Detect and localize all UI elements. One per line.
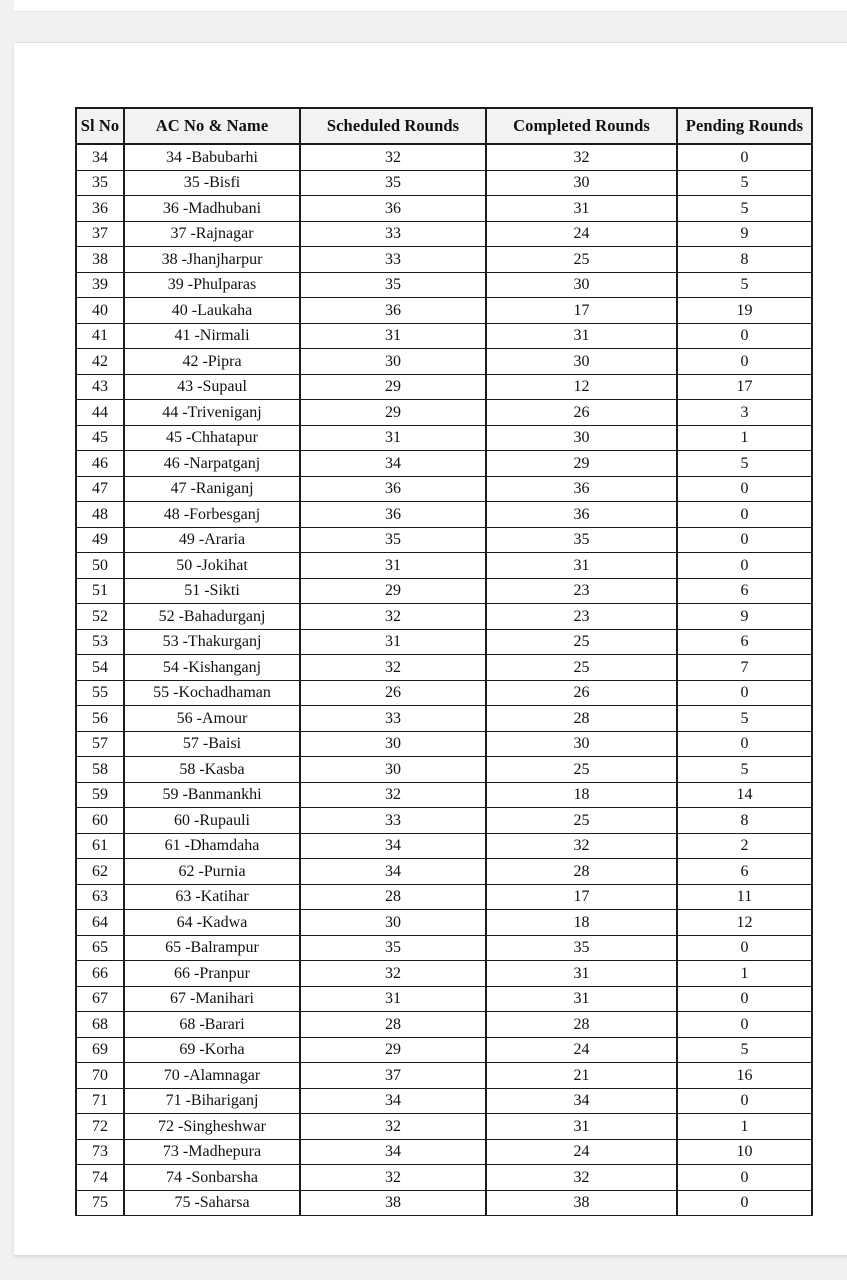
cell-sl_no: 35: [76, 170, 124, 196]
cell-completed_rounds: 30: [486, 731, 677, 757]
table-row: [76, 808, 812, 834]
table-row: [76, 706, 812, 732]
cell-completed_rounds: 25: [486, 629, 677, 655]
cell-pending_rounds: 2: [677, 833, 812, 859]
cell-sl_no: 60: [76, 808, 124, 834]
cell-scheduled_rounds: 31: [300, 629, 486, 655]
cell-scheduled_rounds: 30: [300, 910, 486, 936]
cell-pending_rounds: 0: [677, 527, 812, 553]
cell-scheduled_rounds: 35: [300, 170, 486, 196]
cell-sl_no: 65: [76, 935, 124, 961]
cell-sl_no: 54: [76, 655, 124, 681]
table-row: [76, 1012, 812, 1038]
cell-pending_rounds: 0: [677, 144, 812, 170]
table-row: [76, 425, 812, 451]
cell-completed_rounds: 24: [486, 1139, 677, 1165]
table-row: [76, 1114, 812, 1140]
table-row: [76, 961, 812, 987]
cell-scheduled_rounds: 36: [300, 298, 486, 324]
cell-completed_rounds: 30: [486, 272, 677, 298]
cell-pending_rounds: 5: [677, 272, 812, 298]
cell-completed_rounds: 32: [486, 144, 677, 170]
table-row: [76, 680, 812, 706]
cell-completed_rounds: 17: [486, 884, 677, 910]
cell-completed_rounds: 25: [486, 757, 677, 783]
cell-pending_rounds: 5: [677, 1037, 812, 1063]
cell-scheduled_rounds: 31: [300, 425, 486, 451]
cell-sl_no: 70: [76, 1063, 124, 1089]
cell-pending_rounds: 9: [677, 221, 812, 247]
cell-ac_no_and_name: 61 -Dhamdaha: [124, 833, 300, 859]
cell-ac_no_and_name: 59 -Banmankhi: [124, 782, 300, 808]
cell-sl_no: 75: [76, 1190, 124, 1216]
cell-scheduled_rounds: 33: [300, 706, 486, 732]
cell-completed_rounds: 35: [486, 527, 677, 553]
cell-sl_no: 46: [76, 451, 124, 477]
cell-scheduled_rounds: 38: [300, 1190, 486, 1216]
cell-pending_rounds: 5: [677, 196, 812, 222]
cell-pending_rounds: 0: [677, 935, 812, 961]
cell-scheduled_rounds: 35: [300, 272, 486, 298]
table-row: [76, 553, 812, 579]
cell-ac_no_and_name: 72 -Singheshwar: [124, 1114, 300, 1140]
cell-completed_rounds: 31: [486, 1114, 677, 1140]
table-row: [76, 170, 812, 196]
table-row: [76, 1139, 812, 1165]
cell-sl_no: 41: [76, 323, 124, 349]
cell-ac_no_and_name: 66 -Pranpur: [124, 961, 300, 987]
cell-ac_no_and_name: 53 -Thakurganj: [124, 629, 300, 655]
cell-scheduled_rounds: 35: [300, 935, 486, 961]
cell-ac_no_and_name: 43 -Supaul: [124, 374, 300, 400]
cell-completed_rounds: 23: [486, 604, 677, 630]
table-row: [76, 578, 812, 604]
cell-ac_no_and_name: 64 -Kadwa: [124, 910, 300, 936]
cell-scheduled_rounds: 33: [300, 808, 486, 834]
table-row: [76, 859, 812, 885]
cell-pending_rounds: 1: [677, 1114, 812, 1140]
viewer-left-gutter: [0, 0, 14, 1280]
cell-completed_rounds: 12: [486, 374, 677, 400]
page-separator-band: [14, 11, 847, 43]
cell-pending_rounds: 0: [677, 502, 812, 528]
table-row: [76, 451, 812, 477]
cell-ac_no_and_name: 55 -Kochadhaman: [124, 680, 300, 706]
cell-sl_no: 73: [76, 1139, 124, 1165]
cell-completed_rounds: 23: [486, 578, 677, 604]
cell-ac_no_and_name: 63 -Katihar: [124, 884, 300, 910]
cell-ac_no_and_name: 67 -Manihari: [124, 986, 300, 1012]
table-row: [76, 910, 812, 936]
cell-sl_no: 69: [76, 1037, 124, 1063]
cell-sl_no: 62: [76, 859, 124, 885]
cell-completed_rounds: 35: [486, 935, 677, 961]
cell-pending_rounds: 8: [677, 247, 812, 273]
cell-completed_rounds: 30: [486, 349, 677, 375]
cell-scheduled_rounds: 28: [300, 1012, 486, 1038]
cell-ac_no_and_name: 52 -Bahadurganj: [124, 604, 300, 630]
cell-sl_no: 42: [76, 349, 124, 375]
cell-ac_no_and_name: 69 -Korha: [124, 1037, 300, 1063]
table-header: [76, 108, 812, 144]
cell-pending_rounds: 17: [677, 374, 812, 400]
cell-pending_rounds: 0: [677, 553, 812, 579]
cell-ac_no_and_name: 54 -Kishanganj: [124, 655, 300, 681]
cell-pending_rounds: 0: [677, 323, 812, 349]
column-header-scheduled-rounds: Scheduled Rounds: [300, 108, 486, 144]
column-header-sl-no: Sl No: [76, 108, 124, 144]
cell-scheduled_rounds: 29: [300, 400, 486, 426]
cell-sl_no: 64: [76, 910, 124, 936]
cell-pending_rounds: 6: [677, 578, 812, 604]
cell-completed_rounds: 17: [486, 298, 677, 324]
cell-completed_rounds: 31: [486, 961, 677, 987]
cell-sl_no: 38: [76, 247, 124, 273]
cell-scheduled_rounds: 33: [300, 221, 486, 247]
cell-pending_rounds: 6: [677, 629, 812, 655]
cell-ac_no_and_name: 70 -Alamnagar: [124, 1063, 300, 1089]
cell-ac_no_and_name: 45 -Chhatapur: [124, 425, 300, 451]
cell-pending_rounds: 1: [677, 961, 812, 987]
cell-ac_no_and_name: 65 -Balrampur: [124, 935, 300, 961]
cell-completed_rounds: 31: [486, 986, 677, 1012]
cell-ac_no_and_name: 74 -Sonbarsha: [124, 1165, 300, 1191]
cell-sl_no: 53: [76, 629, 124, 655]
cell-ac_no_and_name: 58 -Kasba: [124, 757, 300, 783]
cell-pending_rounds: 5: [677, 757, 812, 783]
cell-completed_rounds: 24: [486, 221, 677, 247]
cell-pending_rounds: 11: [677, 884, 812, 910]
column-header-pending-rounds: Pending Rounds: [677, 108, 812, 144]
cell-pending_rounds: 0: [677, 1012, 812, 1038]
cell-scheduled_rounds: 28: [300, 884, 486, 910]
cell-ac_no_and_name: 62 -Purnia: [124, 859, 300, 885]
cell-sl_no: 40: [76, 298, 124, 324]
cell-pending_rounds: 5: [677, 451, 812, 477]
cell-pending_rounds: 5: [677, 170, 812, 196]
cell-scheduled_rounds: 31: [300, 553, 486, 579]
table-row: [76, 782, 812, 808]
cell-ac_no_and_name: 75 -Saharsa: [124, 1190, 300, 1216]
cell-ac_no_and_name: 57 -Baisi: [124, 731, 300, 757]
cell-sl_no: 48: [76, 502, 124, 528]
cell-pending_rounds: 6: [677, 859, 812, 885]
cell-pending_rounds: 0: [677, 476, 812, 502]
table-row: [76, 731, 812, 757]
cell-pending_rounds: 19: [677, 298, 812, 324]
table-row: [76, 1088, 812, 1114]
cell-completed_rounds: 32: [486, 1165, 677, 1191]
cell-scheduled_rounds: 29: [300, 374, 486, 400]
cell-pending_rounds: 12: [677, 910, 812, 936]
rounds-table: [75, 107, 813, 1216]
cell-completed_rounds: 30: [486, 170, 677, 196]
cell-scheduled_rounds: 36: [300, 502, 486, 528]
table-body: [76, 144, 812, 1216]
cell-scheduled_rounds: 36: [300, 196, 486, 222]
cell-completed_rounds: 28: [486, 1012, 677, 1038]
cell-completed_rounds: 36: [486, 476, 677, 502]
cell-completed_rounds: 21: [486, 1063, 677, 1089]
cell-completed_rounds: 31: [486, 196, 677, 222]
cell-scheduled_rounds: 34: [300, 1139, 486, 1165]
table-row: [76, 349, 812, 375]
rounds-table-container: [75, 107, 811, 1216]
cell-scheduled_rounds: 35: [300, 527, 486, 553]
cell-completed_rounds: 25: [486, 808, 677, 834]
cell-sl_no: 72: [76, 1114, 124, 1140]
table-row: [76, 221, 812, 247]
cell-pending_rounds: 0: [677, 986, 812, 1012]
cell-pending_rounds: 10: [677, 1139, 812, 1165]
column-header-completed-rounds: Completed Rounds: [486, 108, 677, 144]
cell-ac_no_and_name: 47 -Raniganj: [124, 476, 300, 502]
cell-scheduled_rounds: 32: [300, 604, 486, 630]
cell-completed_rounds: 32: [486, 833, 677, 859]
table-row: [76, 833, 812, 859]
table-row: [76, 527, 812, 553]
cell-ac_no_and_name: 71 -Bihariganj: [124, 1088, 300, 1114]
cell-pending_rounds: 3: [677, 400, 812, 426]
cell-sl_no: 49: [76, 527, 124, 553]
cell-scheduled_rounds: 32: [300, 1114, 486, 1140]
cell-completed_rounds: 31: [486, 323, 677, 349]
cell-completed_rounds: 24: [486, 1037, 677, 1063]
table-row: [76, 1037, 812, 1063]
cell-completed_rounds: 25: [486, 247, 677, 273]
cell-sl_no: 44: [76, 400, 124, 426]
cell-scheduled_rounds: 34: [300, 833, 486, 859]
cell-ac_no_and_name: 35 -Bisfi: [124, 170, 300, 196]
cell-sl_no: 66: [76, 961, 124, 987]
cell-scheduled_rounds: 32: [300, 655, 486, 681]
cell-completed_rounds: 38: [486, 1190, 677, 1216]
table-row: [76, 604, 812, 630]
cell-completed_rounds: 18: [486, 782, 677, 808]
table-row: [76, 323, 812, 349]
cell-ac_no_and_name: 46 -Narpatganj: [124, 451, 300, 477]
cell-completed_rounds: 30: [486, 425, 677, 451]
cell-ac_no_and_name: 51 -Sikti: [124, 578, 300, 604]
cell-completed_rounds: 26: [486, 400, 677, 426]
cell-ac_no_and_name: 36 -Madhubani: [124, 196, 300, 222]
cell-completed_rounds: 28: [486, 859, 677, 885]
cell-sl_no: 68: [76, 1012, 124, 1038]
cell-pending_rounds: 7: [677, 655, 812, 681]
cell-ac_no_and_name: 41 -Nirmali: [124, 323, 300, 349]
cell-scheduled_rounds: 37: [300, 1063, 486, 1089]
cell-scheduled_rounds: 31: [300, 323, 486, 349]
cell-pending_rounds: 5: [677, 706, 812, 732]
table-row: [76, 986, 812, 1012]
table-header-row: [76, 108, 812, 144]
cell-scheduled_rounds: 30: [300, 731, 486, 757]
table-row: [76, 374, 812, 400]
cell-sl_no: 34: [76, 144, 124, 170]
cell-sl_no: 39: [76, 272, 124, 298]
table-row: [76, 884, 812, 910]
cell-scheduled_rounds: 30: [300, 757, 486, 783]
document-page: [14, 43, 847, 1255]
cell-pending_rounds: 16: [677, 1063, 812, 1089]
previous-page-bottom-edge: [14, 0, 847, 11]
cell-sl_no: 67: [76, 986, 124, 1012]
cell-completed_rounds: 18: [486, 910, 677, 936]
cell-sl_no: 36: [76, 196, 124, 222]
cell-sl_no: 71: [76, 1088, 124, 1114]
cell-ac_no_and_name: 68 -Barari: [124, 1012, 300, 1038]
cell-sl_no: 50: [76, 553, 124, 579]
table-row: [76, 757, 812, 783]
cell-completed_rounds: 31: [486, 553, 677, 579]
cell-pending_rounds: 0: [677, 1165, 812, 1191]
cell-scheduled_rounds: 34: [300, 451, 486, 477]
cell-pending_rounds: 9: [677, 604, 812, 630]
table-row: [76, 1190, 812, 1216]
cell-pending_rounds: 0: [677, 1190, 812, 1216]
cell-completed_rounds: 34: [486, 1088, 677, 1114]
cell-pending_rounds: 0: [677, 1088, 812, 1114]
cell-pending_rounds: 0: [677, 349, 812, 375]
cell-pending_rounds: 0: [677, 680, 812, 706]
cell-sl_no: 45: [76, 425, 124, 451]
cell-scheduled_rounds: 33: [300, 247, 486, 273]
cell-sl_no: 43: [76, 374, 124, 400]
cell-ac_no_and_name: 38 -Jhanjharpur: [124, 247, 300, 273]
cell-scheduled_rounds: 34: [300, 1088, 486, 1114]
table-row: [76, 655, 812, 681]
cell-sl_no: 37: [76, 221, 124, 247]
column-header-ac-no-and-name: AC No & Name: [124, 108, 300, 144]
table-row: [76, 196, 812, 222]
table-row: [76, 400, 812, 426]
cell-sl_no: 59: [76, 782, 124, 808]
cell-scheduled_rounds: 32: [300, 961, 486, 987]
cell-pending_rounds: 0: [677, 731, 812, 757]
table-row: [76, 298, 812, 324]
cell-ac_no_and_name: 50 -Jokihat: [124, 553, 300, 579]
cell-ac_no_and_name: 73 -Madhepura: [124, 1139, 300, 1165]
cell-ac_no_and_name: 37 -Rajnagar: [124, 221, 300, 247]
cell-sl_no: 74: [76, 1165, 124, 1191]
cell-completed_rounds: 25: [486, 655, 677, 681]
cell-ac_no_and_name: 60 -Rupauli: [124, 808, 300, 834]
cell-ac_no_and_name: 44 -Triveniganj: [124, 400, 300, 426]
cell-sl_no: 61: [76, 833, 124, 859]
cell-completed_rounds: 28: [486, 706, 677, 732]
table-row: [76, 144, 812, 170]
cell-scheduled_rounds: 34: [300, 859, 486, 885]
cell-scheduled_rounds: 30: [300, 349, 486, 375]
cell-completed_rounds: 36: [486, 502, 677, 528]
cell-ac_no_and_name: 42 -Pipra: [124, 349, 300, 375]
cell-sl_no: 52: [76, 604, 124, 630]
cell-pending_rounds: 8: [677, 808, 812, 834]
table-row: [76, 1165, 812, 1191]
cell-scheduled_rounds: 32: [300, 144, 486, 170]
page-bottom-shadow: [14, 1255, 847, 1259]
cell-ac_no_and_name: 49 -Araria: [124, 527, 300, 553]
cell-sl_no: 63: [76, 884, 124, 910]
cell-scheduled_rounds: 32: [300, 782, 486, 808]
cell-ac_no_and_name: 39 -Phulparas: [124, 272, 300, 298]
cell-ac_no_and_name: 40 -Laukaha: [124, 298, 300, 324]
cell-scheduled_rounds: 31: [300, 986, 486, 1012]
cell-scheduled_rounds: 29: [300, 1037, 486, 1063]
table-row: [76, 272, 812, 298]
cell-scheduled_rounds: 32: [300, 1165, 486, 1191]
cell-scheduled_rounds: 26: [300, 680, 486, 706]
table-row: [76, 476, 812, 502]
cell-sl_no: 51: [76, 578, 124, 604]
table-row: [76, 247, 812, 273]
cell-ac_no_and_name: 34 -Babubarhi: [124, 144, 300, 170]
table-row: [76, 502, 812, 528]
table-row: [76, 629, 812, 655]
table-row: [76, 935, 812, 961]
cell-sl_no: 47: [76, 476, 124, 502]
cell-scheduled_rounds: 36: [300, 476, 486, 502]
cell-ac_no_and_name: 48 -Forbesganj: [124, 502, 300, 528]
table-row: [76, 1063, 812, 1089]
cell-ac_no_and_name: 56 -Amour: [124, 706, 300, 732]
cell-pending_rounds: 1: [677, 425, 812, 451]
cell-scheduled_rounds: 29: [300, 578, 486, 604]
cell-sl_no: 56: [76, 706, 124, 732]
cell-completed_rounds: 29: [486, 451, 677, 477]
cell-sl_no: 57: [76, 731, 124, 757]
cell-sl_no: 58: [76, 757, 124, 783]
cell-pending_rounds: 14: [677, 782, 812, 808]
cell-sl_no: 55: [76, 680, 124, 706]
cell-completed_rounds: 26: [486, 680, 677, 706]
